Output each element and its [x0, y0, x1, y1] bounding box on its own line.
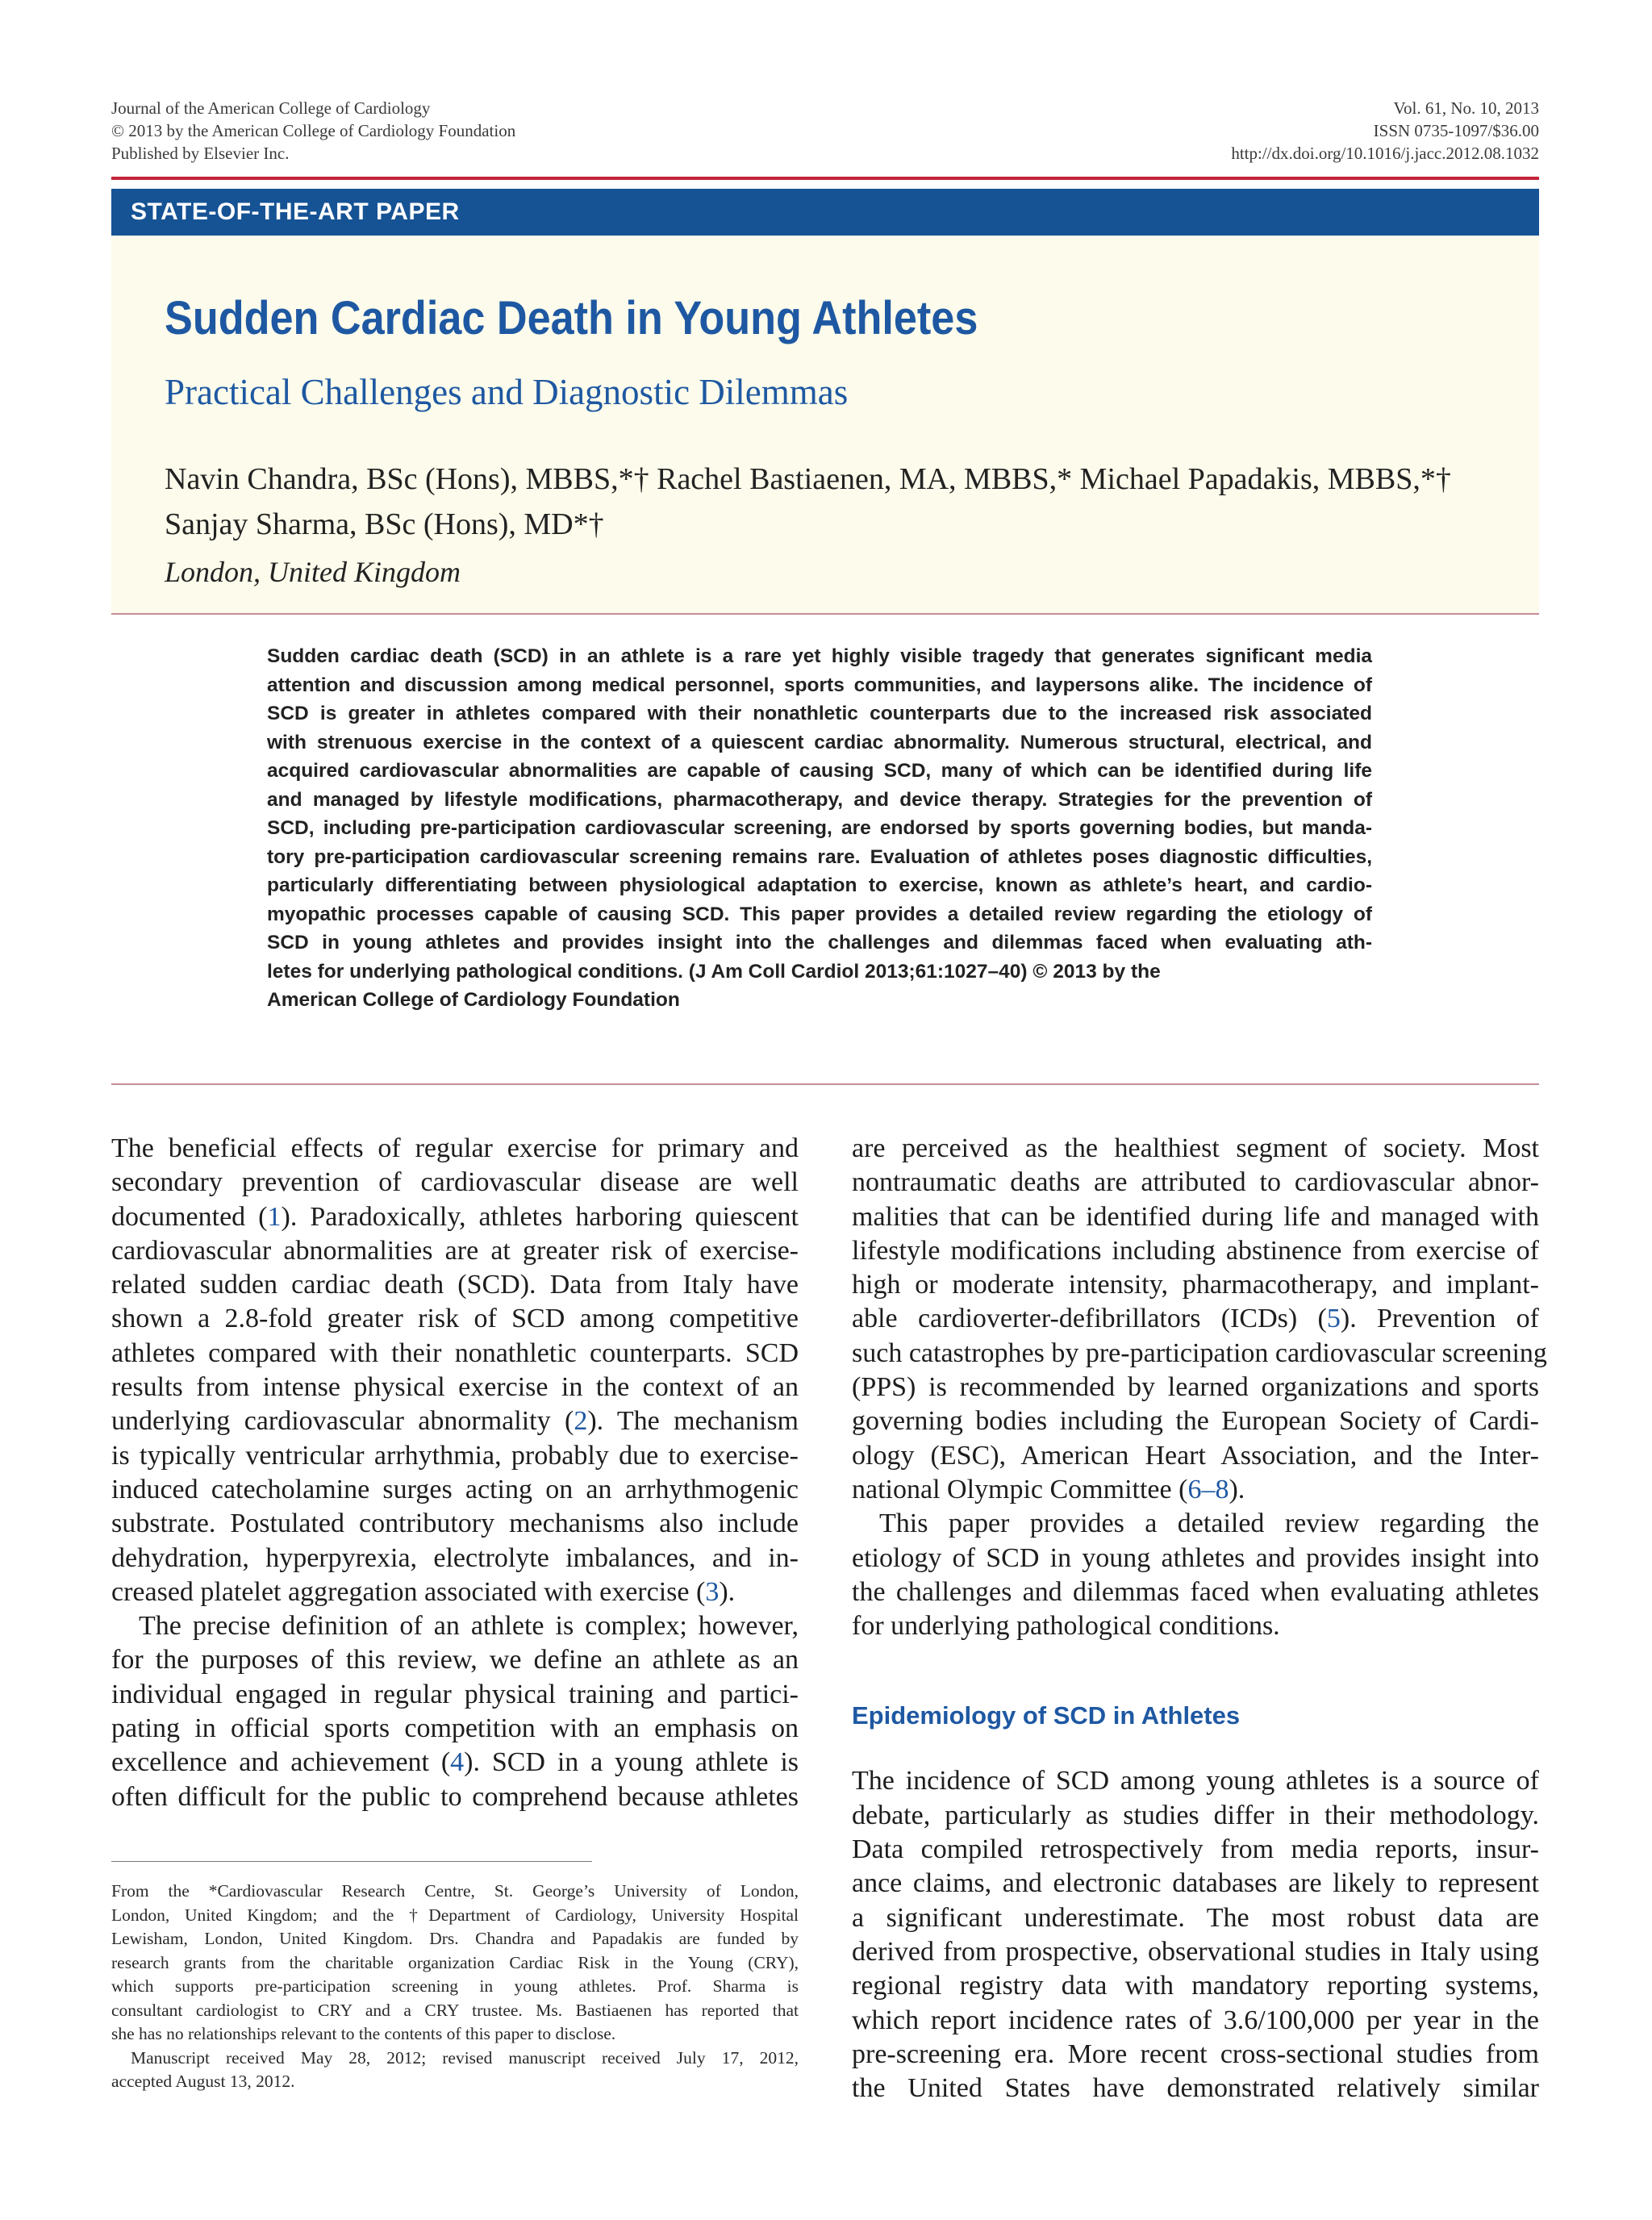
- body-line: documented (1). Paradoxically, athletes harboring quiescent: [111, 1201, 799, 1232]
- abstract-line: SCD in young athletes and provides insight into the challenges and dilemmas faced when evaluating ath-: [267, 932, 1372, 954]
- body-line: individual engaged in regular physical training and partici-: [111, 1679, 799, 1709]
- abstract-line: letes for underlying pathological conditions. (J Am Coll Cardiol 2013;61:1027–40) © 2013 by the: [267, 960, 1161, 983]
- footnote-line: Lewisham, London, United Kingdom. Drs. Chandra and Papadakis are funded by: [111, 1929, 799, 1948]
- footnote-rule: [111, 1861, 592, 1862]
- abstract: [267, 642, 1372, 1015]
- issue-info: [1231, 97, 1539, 165]
- reference-link[interactable]: 4: [450, 1747, 465, 1778]
- publisher-line: Published by Elsevier Inc.: [111, 144, 290, 163]
- body-line: excellence and achievement (4). SCD in a young athlete is: [111, 1747, 799, 1778]
- body-line: regional registry data with mandatory reporting systems,: [852, 1971, 1539, 2001]
- body-line: secondary prevention of cardiovascular disease are well: [111, 1167, 799, 1198]
- volume-line: Vol. 61, No. 10, 2013: [1393, 98, 1539, 118]
- body-line: The incidence of SCD among young athletes is a source of: [852, 1766, 1539, 1796]
- body-line: pating in official sports competition with an emphasis on: [111, 1713, 799, 1744]
- reference-link[interactable]: 6–8: [1187, 1474, 1229, 1504]
- body-line: The precise definition of an athlete is complex; however,: [139, 1611, 799, 1642]
- article-type-banner: STATE-OF-THE-ART PAPER: [111, 189, 1539, 236]
- abstract-rule: [111, 1083, 1539, 1085]
- body-line: for underlying pathological conditions.: [852, 1611, 1280, 1642]
- footnote-line: research grants from the charitable organization Cardiac Risk in the Young (CRY),: [111, 1952, 799, 1972]
- abstract-line: with strenuous exercise in the context of a quiescent cardiac abnormality. Numerous structural, electrical, and: [267, 731, 1372, 753]
- body-line: debate, particularly as studies differ in their methodology.: [852, 1800, 1539, 1830]
- body-line: cardiovascular abnormalities are at greater risk of exercise-: [111, 1235, 799, 1266]
- body-line: which report incidence rates of 3.6/100,000 per year in the: [852, 2005, 1539, 2035]
- abstract-line: American College of Cardiology Foundation: [267, 989, 680, 1011]
- body-line: governing bodies including the European Society of Cardi-: [852, 1406, 1539, 1437]
- body-line: derived from prospective, observational studies in Italy using: [852, 1936, 1539, 1967]
- body-line: high or moderate intensity, pharmacotherapy, and implant-: [852, 1270, 1539, 1300]
- reference-link[interactable]: 2: [574, 1406, 588, 1437]
- reference-link[interactable]: 5: [1326, 1304, 1341, 1334]
- body-line: etiology of SCD in young athletes and provides insight into: [852, 1542, 1539, 1573]
- body-line: induced catecholamine surges acting on an arrhythmogenic: [111, 1474, 799, 1504]
- footnote-line: accepted August 13, 2012.: [111, 2072, 295, 2091]
- body-line: a significant underestimate. The most robust data are: [852, 1902, 1539, 1933]
- body-line: creased platelet aggregation associated with exercise (3).: [111, 1576, 736, 1607]
- abstract-line: particularly differentiating between physiological adaptation to exercise, known as athlete’s heart, and cardio-: [267, 874, 1372, 896]
- body-column-left: [111, 1132, 799, 1814]
- body-line: malities that can be identified during life and managed with: [852, 1201, 1539, 1232]
- body-line: for the purposes of this review, we define an athlete as an: [111, 1645, 799, 1675]
- body-line: The beneficial effects of regular exercise for primary and: [111, 1133, 799, 1163]
- body-line: dehydration, hyperpyrexia, electrolyte imbalances, and in-: [111, 1542, 799, 1573]
- journal-name: Journal of the American College of Cardiology: [111, 98, 431, 118]
- body-line: underlying cardiovascular abnormality (2). The mechanism: [111, 1406, 799, 1437]
- footnote-line: she has no relationships relevant to the contents of this paper to disclose.: [111, 2024, 616, 2043]
- doi-link[interactable]: http://dx.doi.org/10.1016/j.jacc.2012.08.1032: [1231, 144, 1539, 163]
- body-line: ance claims, and electronic databases are likely to represent: [852, 1868, 1539, 1899]
- article-subtitle: Practical Challenges and Diagnostic Dilemmas: [165, 372, 849, 412]
- body-line: related sudden cardiac death (SCD). Data from Italy have: [111, 1270, 799, 1300]
- body-line: often difficult for the public to comprehend because athletes: [111, 1781, 799, 1812]
- author-line: Navin Chandra, BSc (Hons), MBBS,*† Rachel Bastiaenen, MA, MBBS,* Michael Papadakis, MBBS,*†: [165, 462, 1451, 496]
- footnote-line: London, United Kingdom; and the †Department of Cardiology, University Hospital: [111, 1905, 799, 1925]
- body-line: the United States have demonstrated relatively similar: [852, 2073, 1539, 2104]
- footnote-line: which supports pre-participation screening in young athletes. Prof. Sharma is: [111, 1976, 799, 1996]
- abstract-line: tory pre-participation cardiovascular screening remains rare. Evaluation of athletes poses diagnostic difficulties,: [267, 845, 1372, 868]
- abstract-line: SCD, including pre-participation cardiovascular screening, are endorsed by sports governing bodies, but manda-: [267, 817, 1372, 839]
- author-list: [165, 457, 1451, 547]
- abstract-line: attention and discussion among medical personnel, sports communities, and laypersons alike. The incidence of: [267, 674, 1372, 696]
- body-line: (PPS) is recommended by learned organizations and sports: [852, 1372, 1539, 1403]
- footnote-line: From the *Cardiovascular Research Centre, St. George’s University of London,: [111, 1881, 799, 1901]
- body-column-right: [852, 1132, 1547, 2105]
- reference-link[interactable]: 3: [705, 1576, 720, 1607]
- header-rule: [111, 177, 1539, 180]
- body-line: shown a 2.8-fold greater risk of SCD among competitive: [111, 1304, 799, 1334]
- affiliation-location: London, United Kingdom: [165, 556, 461, 588]
- body-line: lifestyle modifications including abstinence from exercise of: [852, 1235, 1539, 1266]
- body-line: the challenges and dilemmas faced when evaluating athletes: [852, 1576, 1539, 1607]
- journal-header: [111, 97, 515, 165]
- body-line: results from intense physical exercise in the context of an: [111, 1372, 799, 1403]
- abstract-line: myopathic processes capable of causing SCD. This paper provides a detailed review regarding the etiology of: [267, 903, 1372, 925]
- body-line: ology (ESC), American Heart Association, and the Inter-: [852, 1440, 1539, 1471]
- article-title: Sudden Cardiac Death in Young Athletes: [165, 292, 978, 344]
- footnote: [111, 1880, 799, 2094]
- body-line: able cardioverter-defibrillators (ICDs) (5). Prevention of: [852, 1304, 1539, 1334]
- body-line: pre-screening era. More recent cross-sectional studies from: [852, 2038, 1539, 2069]
- body-line: This paper provides a detailed review regarding the: [879, 1509, 1539, 1539]
- body-line: national Olympic Committee (6–8).: [852, 1474, 1245, 1504]
- abstract-line: SCD is greater in athletes compared with their nonathletic counterparts due to the increased risk associated: [267, 703, 1372, 724]
- footnote-line: Manuscript received May 28, 2012; revised manuscript received July 17, 2012,: [131, 2047, 799, 2068]
- body-line: is typically ventricular arrhythmia, probably due to exercise-: [111, 1440, 799, 1471]
- body-line: are perceived as the healthiest segment of society. Most: [852, 1133, 1539, 1163]
- abstract-line: and managed by lifestyle modifications, pharmacotherapy, and device therapy. Strategies for the prevention of: [267, 788, 1372, 811]
- footnote-line: consultant cardiologist to CRY and a CRY trustee. Ms. Bastiaenen has reported that: [111, 2000, 799, 2020]
- copyright-line: © 2013 by the American College of Cardiology Foundation: [111, 121, 516, 140]
- author-line: Sanjay Sharma, BSc (Hons), MD*†: [165, 507, 604, 541]
- body-line: athletes compared with their nonathletic counterparts. SCD: [111, 1337, 799, 1368]
- body-line: Data compiled retrospectively from media reports, insur-: [852, 1834, 1539, 1865]
- body-line: nontraumatic deaths are attributed to cardiovascular abnor-: [852, 1167, 1539, 1198]
- abstract-line: acquired cardiovascular abnormalities are capable of causing SCD, many of which can be identified during life: [267, 760, 1372, 782]
- section-heading: Epidemiology of SCD in Athletes: [852, 1701, 1241, 1730]
- body-line: substrate. Postulated contributory mechanisms also include: [111, 1509, 799, 1539]
- reference-link[interactable]: 1: [267, 1201, 282, 1232]
- body-line: such catastrophes by pre-participation cardiovascular screening: [852, 1337, 1547, 1368]
- abstract-line: Sudden cardiac death (SCD) in an athlete is a rare yet highly visible tragedy that generates significant media: [267, 645, 1372, 667]
- issn-line: ISSN 0735-1097/$36.00: [1373, 121, 1539, 140]
